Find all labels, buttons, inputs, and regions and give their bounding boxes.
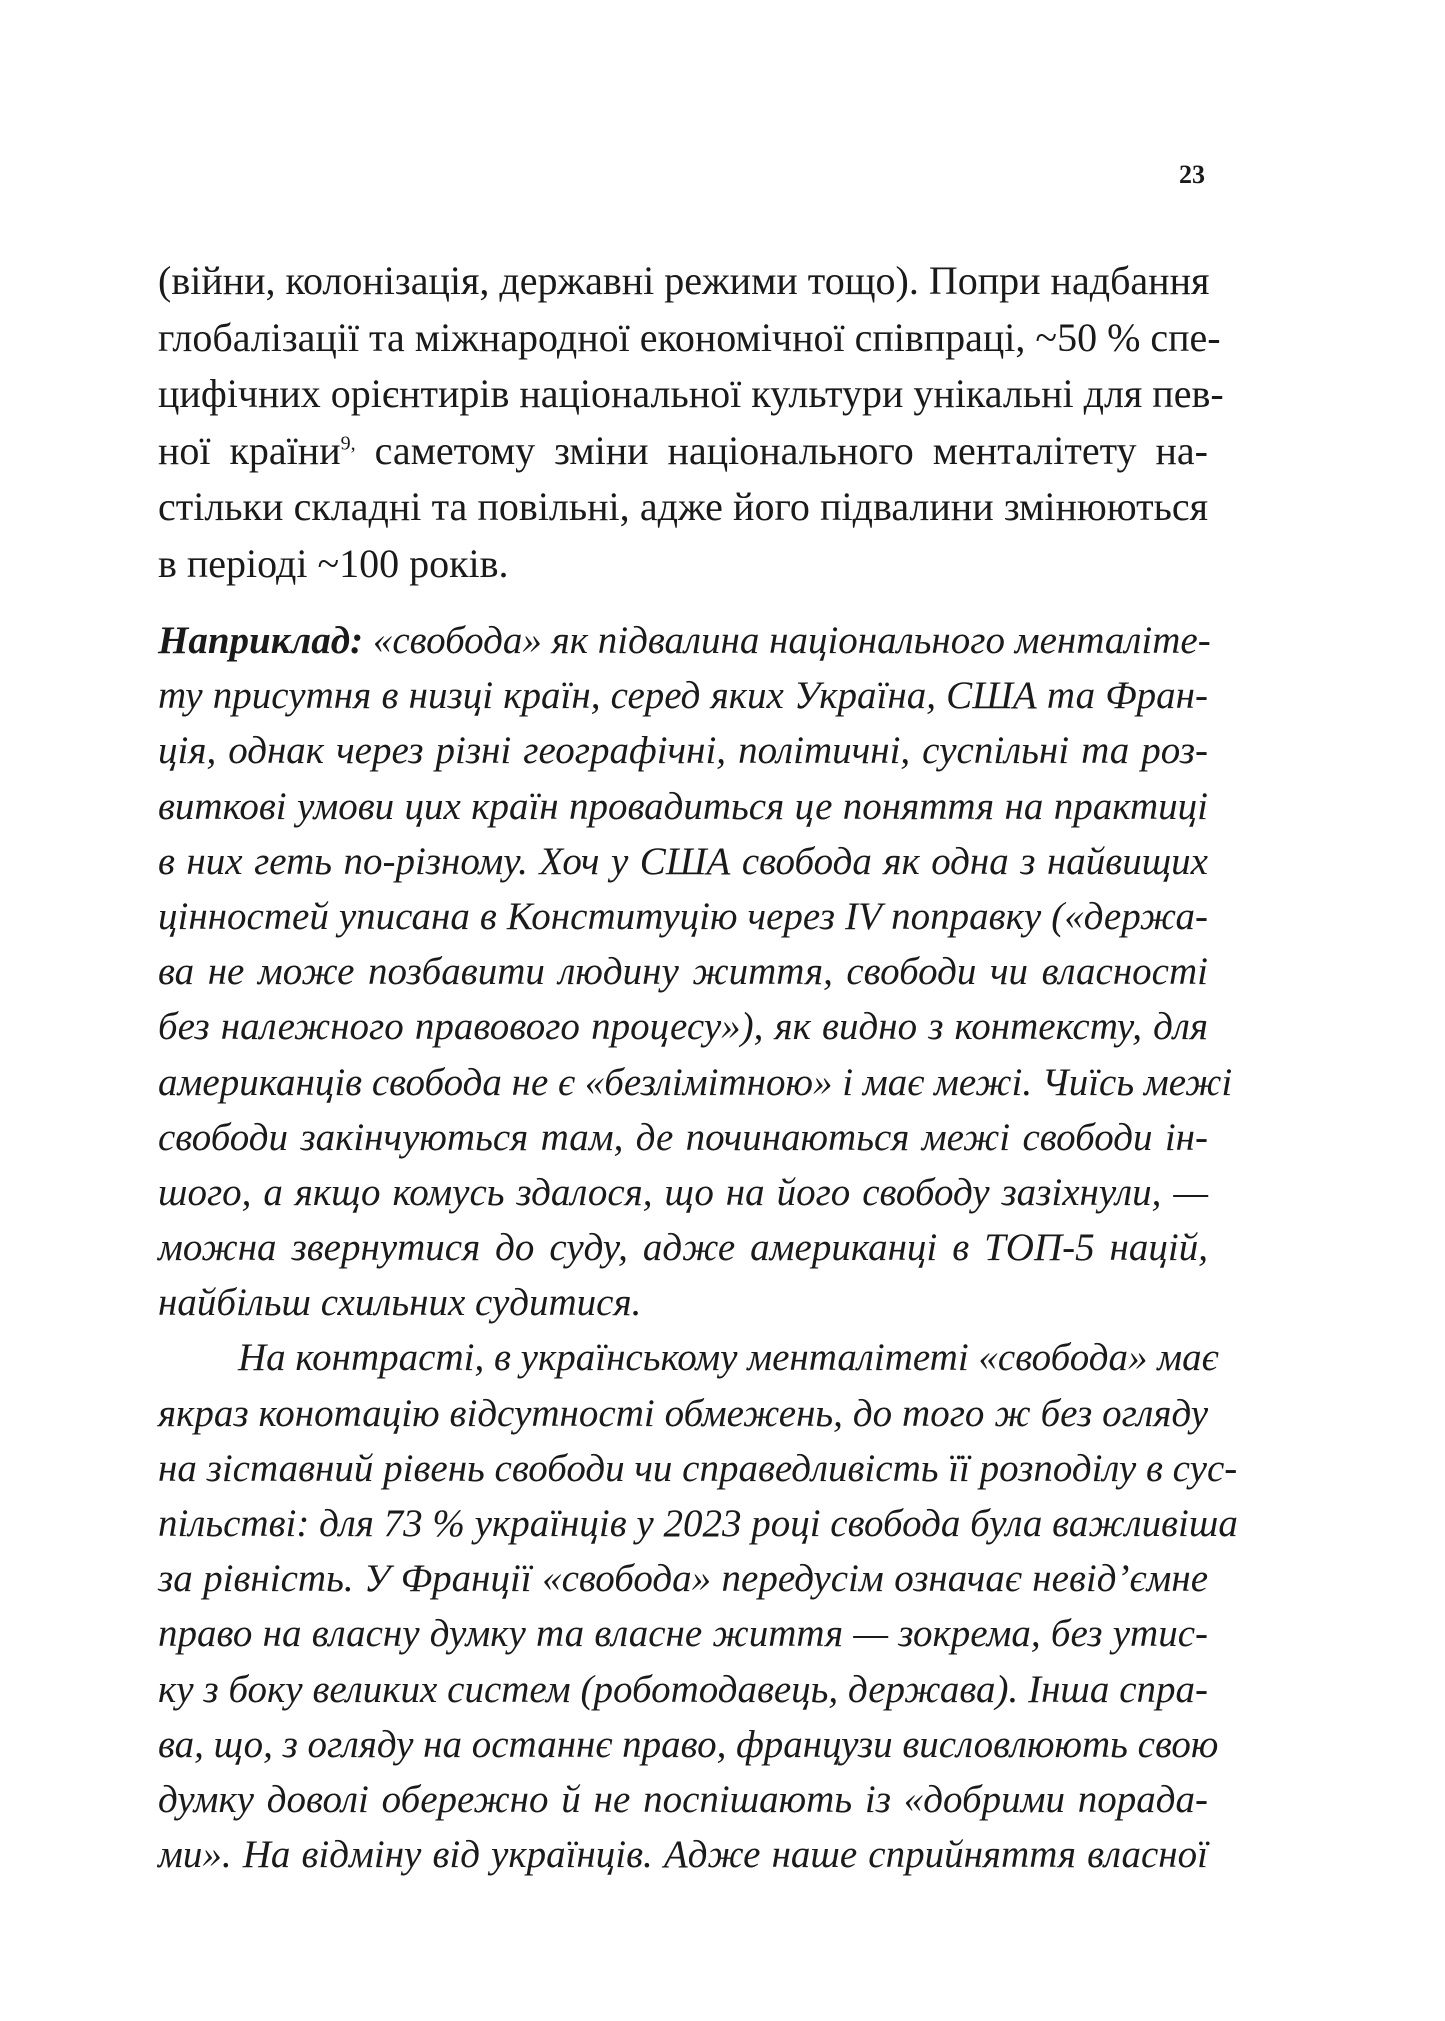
text-line	[158, 423, 1208, 480]
text-line: ту присутня в низці країн, серед яких Україна, США та Фран-	[158, 674, 1208, 718]
text-line	[158, 613, 1211, 668]
text-line: ва, що, з огляду на останнє право, французи висловлюють свою	[158, 1722, 1219, 1766]
text-line: ку з боку великих систем (роботодавець, держава). Інша спра-	[158, 1667, 1208, 1711]
text-line: цінностей уписана в Конституцію через IV поправку («держа-	[158, 894, 1208, 938]
text-fragment: «свобода» як підвалина національного менталіте-	[363, 619, 1211, 662]
text-line: можна звернутися до суду, адже американці в ТОП-5 націй,	[158, 1226, 1208, 1270]
text-line: ми». На відміну від українців. Адже наше сприйняття власної	[158, 1833, 1208, 1877]
text-line: стільки складні та повільні, адже його підвалини змінюються	[158, 484, 1208, 529]
text-line: цифічних орієнтирів національної культури унікальні для пев-	[158, 371, 1224, 416]
page-number: 23	[1179, 160, 1205, 189]
text-line: свободи закінчуються там, де починаються межі свободи ін-	[158, 1115, 1208, 1159]
text-line: ва не може позбавити людину життя, свободи чи власності	[158, 950, 1208, 994]
text-line: (війни, колонізація, державні режими тощо). Попри надбання	[158, 258, 1210, 303]
text-line: ція, однак через різні географічні, політичні, суспільні та роз-	[158, 729, 1208, 773]
text-line: На контрасті, в українському менталітеті «свобода» має	[238, 1336, 1219, 1380]
text-line: на зіставний рівень свободи чи справедливість її розподілу в сус-	[158, 1446, 1238, 1490]
text-line: в періоді ~100 років.	[158, 540, 509, 586]
text-line: американців свобода не є «безлімітною» і має межі. Чиїсь межі	[158, 1060, 1233, 1104]
text-line: право на власну думку та власне життя — зокрема, без утис-	[158, 1612, 1208, 1656]
footnote-ref: 9,	[340, 432, 356, 455]
text-line: без належного правового процесу»), як видно з контексту, для	[158, 1005, 1208, 1049]
text-line: в них геть по-різному. Хоч у США свобода як одна з найвищих	[158, 839, 1208, 883]
text-line: шого, а якщо комусь здалося, що на його свободу зазіхнули, —	[158, 1170, 1208, 1214]
example-lead: Наприклад:	[158, 619, 364, 662]
text-line: якраз конотацію відсутності обмежень, до того ж без огляду	[158, 1391, 1208, 1435]
example-block	[158, 613, 1238, 1882]
main-paragraph	[158, 253, 1224, 592]
text-line: думку доволі обережно й не поспішають із «добрими порада-	[158, 1777, 1208, 1821]
text-line: пільстві: для 73 % українців у 2023 році свобода була важливіша	[158, 1502, 1238, 1545]
text-line: найбільш схильних судитися.	[158, 1281, 642, 1325]
text-line: за рівність. У Франції «свобода» передусім означає невід’ємне	[158, 1557, 1208, 1601]
text-fragment: ної країни	[158, 427, 341, 473]
text-line: глобалізації та міжнародної економічної співпраці, ~50 % спе-	[158, 314, 1221, 360]
text-line: виткові умови цих країн провадиться це поняття на практиці	[158, 784, 1208, 828]
text-fragment: саметому зміни національного менталітету на-	[355, 427, 1208, 473]
